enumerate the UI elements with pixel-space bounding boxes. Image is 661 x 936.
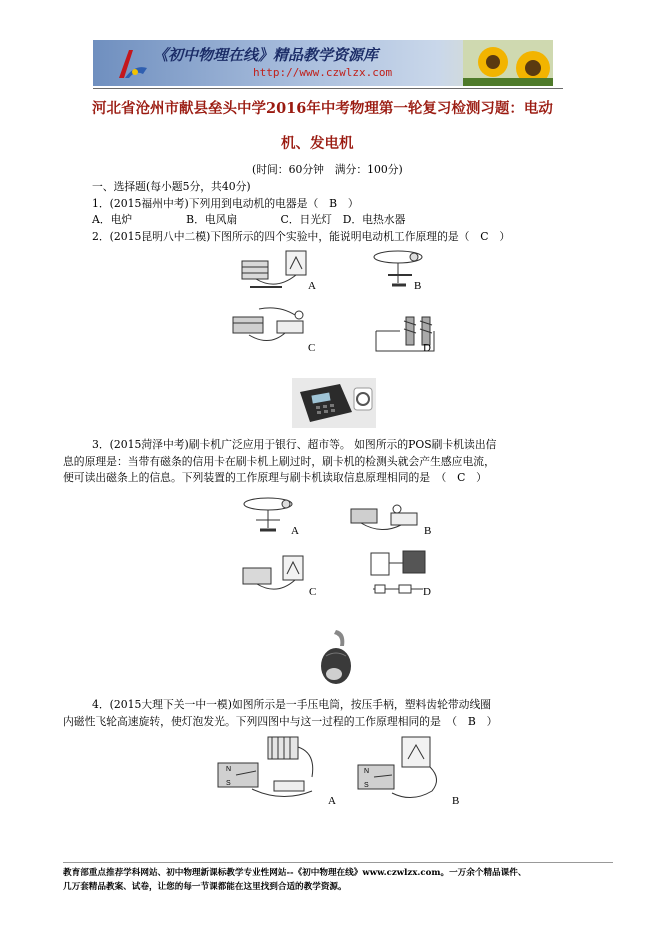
header-rule	[93, 88, 563, 89]
q4-figure-b	[352, 733, 448, 809]
logo-icon	[115, 46, 149, 82]
q4-label-a: A	[328, 795, 336, 807]
svg-text:N: N	[226, 766, 232, 773]
q2-figure-d	[370, 311, 442, 355]
q3-line1: 3．(2015菏泽中考)刷卡机广泛应用于银行、超市等。 如图所示的POS刷卡机读出信	[92, 438, 497, 451]
q3-line2: 息的原理是：当带有磁条的信用卡在刷卡机上刷过时，刷卡机的检测头就会产生感应电流，	[63, 455, 495, 468]
svg-text:S: S	[226, 780, 231, 787]
footer-line1: 教育部重点推荐学科网站、初中物理新课标教学专业性网站--《初中物理在线》www.czwlzx.com。一万余个精品课件、	[63, 868, 527, 878]
q3-label-b: B	[424, 525, 432, 537]
page-title-line1: 河北省沧州市献县垒头中学2016年中考物理第一轮复习检测习题：电动	[92, 100, 553, 117]
sunflower-image	[463, 40, 553, 86]
site-banner	[93, 40, 553, 86]
footer-rule	[63, 862, 613, 863]
q4-label-b: B	[452, 795, 460, 807]
q3-figure-c	[239, 552, 311, 598]
q3-label-c: C	[309, 586, 317, 598]
q1-stem: 1．(2015福州中考)下列用到电动机的电器是（ B ）	[92, 197, 359, 210]
q3-line3: 便可读出磁条上的信息。下列装置的工作原理与刷卡机读取信息原理相同的是 （ C ）	[63, 471, 487, 484]
svg-text:S: S	[364, 782, 369, 789]
q2-stem: 2．(2015昆明八中二模)下图所示的四个实验中，能说明电动机工作原理的是（ C ）	[92, 230, 511, 243]
q2-figure-b	[368, 245, 438, 293]
q4-line1: 4．(2015大理下关一中一模)如图所示是一手压电筒，按压手柄，塑料齿轮带动线圈	[92, 698, 492, 711]
banner-url[interactable]: http://www.czwlzx.com	[253, 66, 393, 79]
q3-figure-b	[347, 495, 425, 539]
q2-label-d: D	[423, 342, 431, 354]
page-title-line2: 机、发电机	[281, 135, 354, 152]
hand-press-flashlight-image	[316, 628, 356, 688]
q2-label-a: A	[308, 280, 316, 292]
q2-label-c: C	[308, 342, 316, 354]
q2-figure-c	[229, 305, 313, 351]
footer-line2: 几万套精品教案、试卷，让您的每一节课都能在这里找到合适的教学资源。	[63, 882, 347, 892]
exam-meta: (时间：60分钟 满分：100分)	[252, 163, 403, 176]
q3-label-a: A	[291, 525, 299, 537]
section-heading: 一、选择题(每小题5分，共40分)	[92, 180, 251, 193]
pos-terminal-image	[292, 378, 376, 428]
q4-line2: 内磁性飞轮高速旋转，使灯泡发光。下列四图中与这一过程的工作原理相同的是 （ B ）	[63, 715, 498, 728]
q1-options: A．电炉 B．电风扇 C．日光灯 D．电热水器	[92, 213, 406, 226]
q4-figure-a	[212, 733, 324, 809]
svg-text:N: N	[364, 768, 370, 775]
q2-label-b: B	[414, 280, 422, 292]
page-footer	[63, 866, 623, 894]
q3-label-d: D	[423, 586, 431, 598]
banner-title: 《初中物理在线》精品教学资源库	[153, 46, 379, 64]
